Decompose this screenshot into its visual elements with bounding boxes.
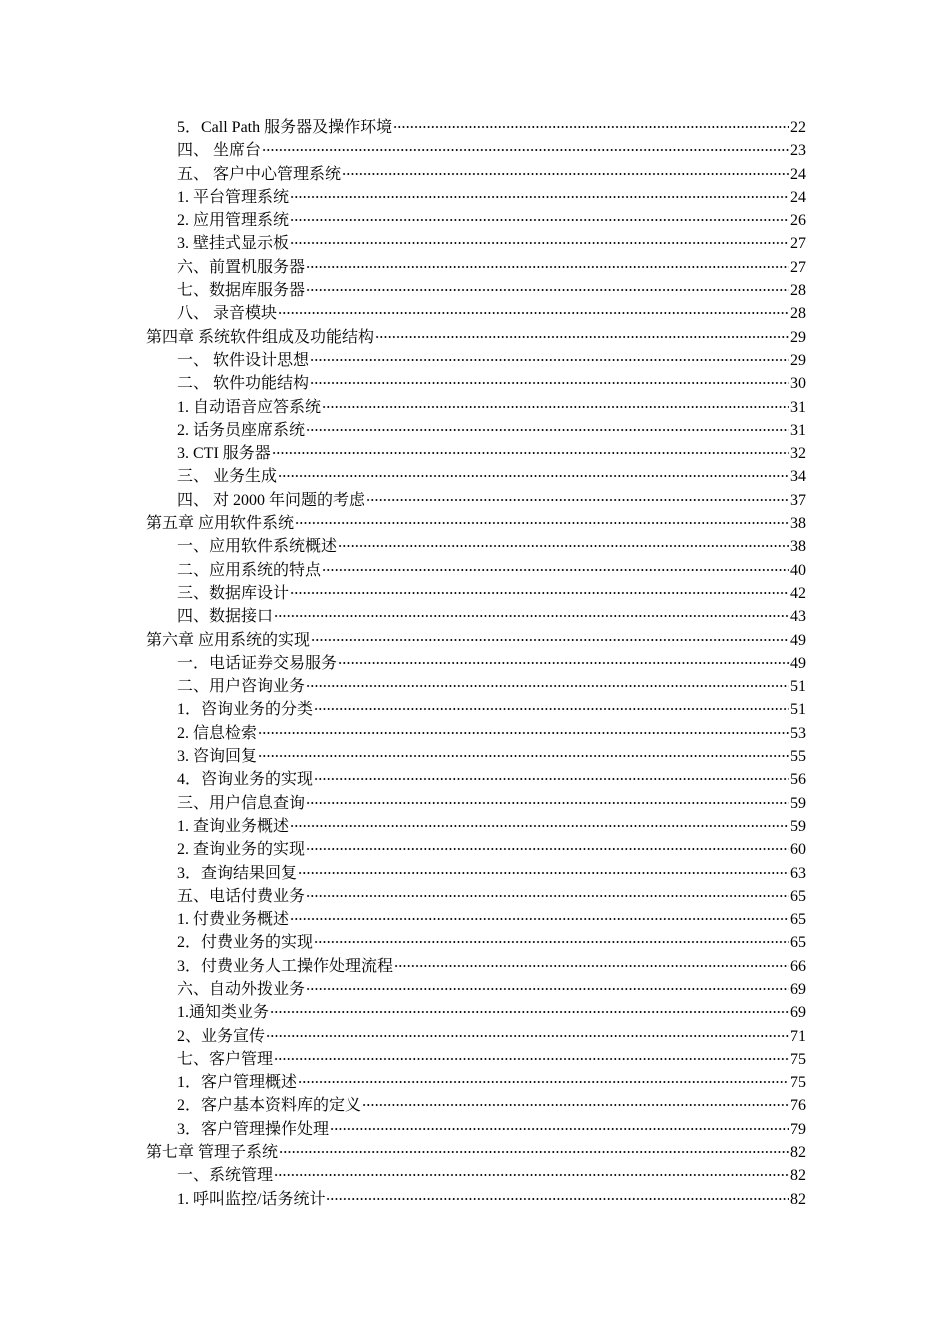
toc-section-entry[interactable] (0, 302, 950, 325)
toc-chapter-entry[interactable] (0, 326, 950, 349)
toc-entry-title: 3. 壁挂式显示板 (177, 235, 290, 253)
toc-section-entry[interactable] (0, 1071, 950, 1094)
toc-page-number: 37 (790, 491, 806, 509)
toc-page-number: 42 (790, 584, 806, 602)
toc-dot-leader (306, 428, 789, 432)
toc-dot-leader (311, 638, 789, 642)
toc-entry-title: 2．客户基本资料库的定义 (177, 1097, 362, 1115)
toc-page-number: 34 (790, 468, 806, 486)
toc-entry-title: 三、 业务生成 (177, 468, 278, 486)
toc-page-number: 82 (790, 1190, 806, 1208)
toc-section-entry[interactable] (0, 698, 950, 721)
toc-section-entry[interactable] (0, 1094, 950, 1117)
toc-page-number: 65 (790, 887, 806, 905)
toc-page-number: 75 (790, 1074, 806, 1092)
toc-page-number: 82 (790, 1144, 806, 1162)
toc-dot-leader (338, 661, 789, 665)
toc-dot-leader (306, 288, 789, 292)
toc-dot-leader (330, 1127, 789, 1131)
toc-dot-leader (322, 568, 789, 572)
toc-section-entry[interactable] (0, 908, 950, 931)
toc-page-number: 69 (790, 980, 806, 998)
toc-dot-leader (290, 591, 789, 595)
toc-entry-title: 3．客户管理操作处理 (177, 1120, 330, 1138)
toc-dot-leader (258, 731, 789, 735)
toc-section-entry[interactable] (0, 792, 950, 815)
toc-section-entry[interactable] (0, 722, 950, 745)
toc-dot-leader (272, 451, 789, 455)
toc-entry-title: 四、数据接口 (177, 608, 274, 626)
table-of-contents (0, 116, 950, 1211)
toc-section-entry[interactable] (0, 978, 950, 1001)
toc-dot-leader (306, 987, 789, 991)
toc-entry-title: 第七章 管理子系统 (146, 1144, 279, 1162)
toc-dot-leader (279, 1150, 789, 1154)
toc-entry-title: 八、 录音模块 (177, 305, 278, 323)
toc-page-number: 75 (790, 1050, 806, 1068)
toc-section-entry[interactable] (0, 862, 950, 885)
toc-dot-leader (314, 940, 789, 944)
toc-entry-title: 2. 应用管理系统 (177, 212, 290, 230)
toc-dot-leader (290, 218, 789, 222)
toc-page-number: 49 (790, 631, 806, 649)
toc-section-entry[interactable] (0, 349, 950, 372)
toc-entry-title: 第四章 系统软件组成及功能结构 (146, 328, 375, 346)
toc-page-number: 49 (790, 654, 806, 672)
toc-entry-title: 一、系统管理 (177, 1167, 274, 1185)
toc-section-entry[interactable] (0, 559, 950, 582)
toc-section-entry[interactable] (0, 955, 950, 978)
toc-section-entry[interactable] (0, 256, 950, 279)
toc-page-number: 29 (790, 328, 806, 346)
toc-entry-title: 一．电话证券交易服务 (177, 654, 338, 672)
toc-entry-title: 第六章 应用系统的实现 (146, 631, 311, 649)
toc-entry-title: 一、 软件设计思想 (177, 351, 310, 369)
toc-dot-leader (274, 614, 789, 618)
toc-entry-title: 2. 话务员座席系统 (177, 421, 306, 439)
toc-dot-leader (362, 1103, 789, 1107)
toc-section-entry[interactable] (0, 885, 950, 908)
toc-chapter-entry[interactable] (0, 629, 950, 652)
toc-dot-leader (290, 195, 789, 199)
toc-dot-leader (314, 707, 789, 711)
toc-entry-title: 2. 信息检索 (177, 724, 258, 742)
toc-section-entry[interactable] (0, 186, 950, 209)
toc-page-number: 38 (790, 538, 806, 556)
toc-section-entry[interactable] (0, 396, 950, 419)
toc-section-entry[interactable] (0, 1188, 950, 1211)
toc-page-number: 40 (790, 561, 806, 579)
toc-section-entry[interactable] (0, 1025, 950, 1048)
toc-section-entry[interactable] (0, 489, 950, 512)
toc-page-number: 31 (790, 421, 806, 439)
toc-section-entry[interactable] (0, 465, 950, 488)
toc-dot-leader (266, 1034, 789, 1038)
toc-dot-leader (262, 148, 789, 152)
toc-page-number: 23 (790, 142, 806, 160)
toc-entry-title: 第五章 应用软件系统 (146, 515, 295, 533)
toc-entry-title: 五、电话付费业务 (177, 887, 306, 905)
toc-entry-title: 1. 平台管理系统 (177, 188, 290, 206)
toc-dot-leader (310, 381, 789, 385)
toc-section-entry[interactable] (0, 535, 950, 558)
toc-page-number: 38 (790, 515, 806, 533)
toc-section-entry[interactable] (0, 163, 950, 186)
toc-entry-title: 2. 查询业务的实现 (177, 841, 306, 859)
toc-entry-title: 三、用户信息查询 (177, 794, 306, 812)
toc-entry-title: 1. 呼叫监控/话务统计 (177, 1190, 326, 1208)
toc-entry-title: 五、 客户中心管理系统 (177, 165, 342, 183)
toc-page-number: 51 (790, 701, 806, 719)
toc-dot-leader (306, 894, 789, 898)
toc-dot-leader (342, 172, 789, 176)
toc-entry-title: 六、自动外拨业务 (177, 980, 306, 998)
toc-section-entry[interactable] (0, 768, 950, 791)
toc-page-number: 27 (790, 235, 806, 253)
toc-entry-title: 四、 对 2000 年问题的考虑 (177, 491, 366, 509)
toc-page-number: 30 (790, 375, 806, 393)
toc-section-entry[interactable] (0, 139, 950, 162)
toc-entry-title: 1．客户管理概述 (177, 1074, 298, 1092)
toc-page-number: 53 (790, 724, 806, 742)
toc-page-number: 32 (790, 445, 806, 463)
toc-entry-title: 1. 自动语音应答系统 (177, 398, 322, 416)
toc-dot-leader (274, 1057, 789, 1061)
toc-page-number: 71 (790, 1027, 806, 1045)
toc-section-entry[interactable] (0, 815, 950, 838)
toc-entry-title: 七、数据库服务器 (177, 282, 306, 300)
toc-dot-leader (258, 754, 789, 758)
toc-entry-title: 2．付费业务的实现 (177, 934, 314, 952)
toc-section-entry[interactable] (0, 279, 950, 302)
toc-page-number: 29 (790, 351, 806, 369)
toc-page-number: 65 (790, 911, 806, 929)
toc-section-entry[interactable] (0, 931, 950, 954)
toc-page-number: 28 (790, 282, 806, 300)
toc-entry-title: 3. 咨询回复 (177, 748, 258, 766)
toc-dot-leader (366, 498, 789, 502)
toc-section-entry[interactable] (0, 116, 950, 139)
toc-page-number: 31 (790, 398, 806, 416)
toc-dot-leader (270, 1010, 789, 1014)
toc-dot-leader (295, 521, 789, 525)
toc-chapter-entry[interactable] (0, 512, 950, 535)
toc-page-number: 82 (790, 1167, 806, 1185)
toc-page-number: 56 (790, 771, 806, 789)
toc-entry-title: 1. 付费业务概述 (177, 911, 290, 929)
toc-section-entry[interactable] (0, 1164, 950, 1187)
toc-page-number: 76 (790, 1097, 806, 1115)
toc-page-number: 60 (790, 841, 806, 859)
toc-dot-leader (326, 1197, 789, 1201)
toc-entry-title: 二、用户咨询业务 (177, 678, 306, 696)
toc-dot-leader (278, 474, 789, 478)
toc-page-number: 43 (790, 608, 806, 626)
toc-section-entry[interactable] (0, 1118, 950, 1141)
toc-page-number: 59 (790, 794, 806, 812)
toc-section-entry[interactable] (0, 442, 950, 465)
toc-dot-leader (290, 824, 789, 828)
toc-section-entry[interactable] (0, 419, 950, 442)
toc-dot-leader (310, 358, 789, 362)
toc-section-entry[interactable] (0, 1048, 950, 1071)
toc-dot-leader (394, 964, 789, 968)
toc-page-number: 24 (790, 165, 806, 183)
toc-entry-title: 三、数据库设计 (177, 584, 290, 602)
toc-dot-leader (298, 871, 789, 875)
toc-section-entry[interactable] (0, 232, 950, 255)
toc-entry-title: 1.通知类业务 (177, 1004, 270, 1022)
toc-dot-leader (306, 801, 789, 805)
toc-entry-title: 一、应用软件系统概述 (177, 538, 338, 556)
toc-dot-leader (314, 777, 789, 781)
toc-dot-leader (306, 684, 789, 688)
toc-section-entry[interactable] (0, 372, 950, 395)
toc-page-number: 27 (790, 258, 806, 276)
toc-dot-leader (278, 311, 789, 315)
toc-entry-title: 3．付费业务人工操作处理流程 (177, 957, 394, 975)
toc-entry-title: 4．咨询业务的实现 (177, 771, 314, 789)
toc-dot-leader (298, 1080, 789, 1084)
toc-entry-title: 六、前置机服务器 (177, 258, 306, 276)
toc-page-number: 28 (790, 305, 806, 323)
toc-page-number: 51 (790, 678, 806, 696)
toc-entry-title: 3. CTI 服务器 (177, 445, 271, 463)
toc-dot-leader (290, 241, 789, 245)
toc-section-entry[interactable] (0, 652, 950, 675)
toc-page-number: 26 (790, 212, 806, 230)
toc-section-entry[interactable] (0, 209, 950, 232)
toc-dot-leader (322, 405, 789, 409)
toc-page-number: 22 (790, 119, 806, 136)
toc-entry-title: 1．咨询业务的分类 (177, 701, 314, 719)
toc-page-number: 55 (790, 748, 806, 766)
toc-page-number: 79 (790, 1120, 806, 1138)
toc-dot-leader (375, 335, 789, 339)
toc-section-entry[interactable] (0, 838, 950, 861)
toc-page-number: 59 (790, 817, 806, 835)
toc-entry-title: 二、 软件功能结构 (177, 375, 310, 393)
toc-section-entry[interactable] (0, 605, 950, 628)
toc-section-entry[interactable] (0, 582, 950, 605)
toc-dot-leader (393, 125, 789, 129)
toc-page-number: 66 (790, 957, 806, 975)
toc-entry-title: 七、客户管理 (177, 1050, 274, 1068)
toc-entry-title: 四、 坐席台 (177, 142, 262, 160)
toc-entry-title: 5．Call Path 服务器及操作环境 (177, 119, 393, 136)
toc-section-entry[interactable] (0, 675, 950, 698)
toc-dot-leader (306, 265, 789, 269)
toc-section-entry[interactable] (0, 1001, 950, 1024)
toc-dot-leader (306, 847, 789, 851)
toc-entry-title: 2、业务宣传 (177, 1027, 266, 1045)
toc-entry-title: 3．查询结果回复 (177, 864, 298, 882)
toc-dot-leader (338, 544, 789, 548)
toc-page-number: 69 (790, 1004, 806, 1022)
toc-dot-leader (290, 917, 789, 921)
toc-section-entry[interactable] (0, 745, 950, 768)
toc-entry-title: 二、应用系统的特点 (177, 561, 322, 579)
toc-page-number: 24 (790, 188, 806, 206)
toc-chapter-entry[interactable] (0, 1141, 950, 1164)
toc-entry-title: 1. 查询业务概述 (177, 817, 290, 835)
toc-dot-leader (274, 1173, 789, 1177)
toc-page-number: 65 (790, 934, 806, 952)
toc-page-number: 63 (790, 864, 806, 882)
